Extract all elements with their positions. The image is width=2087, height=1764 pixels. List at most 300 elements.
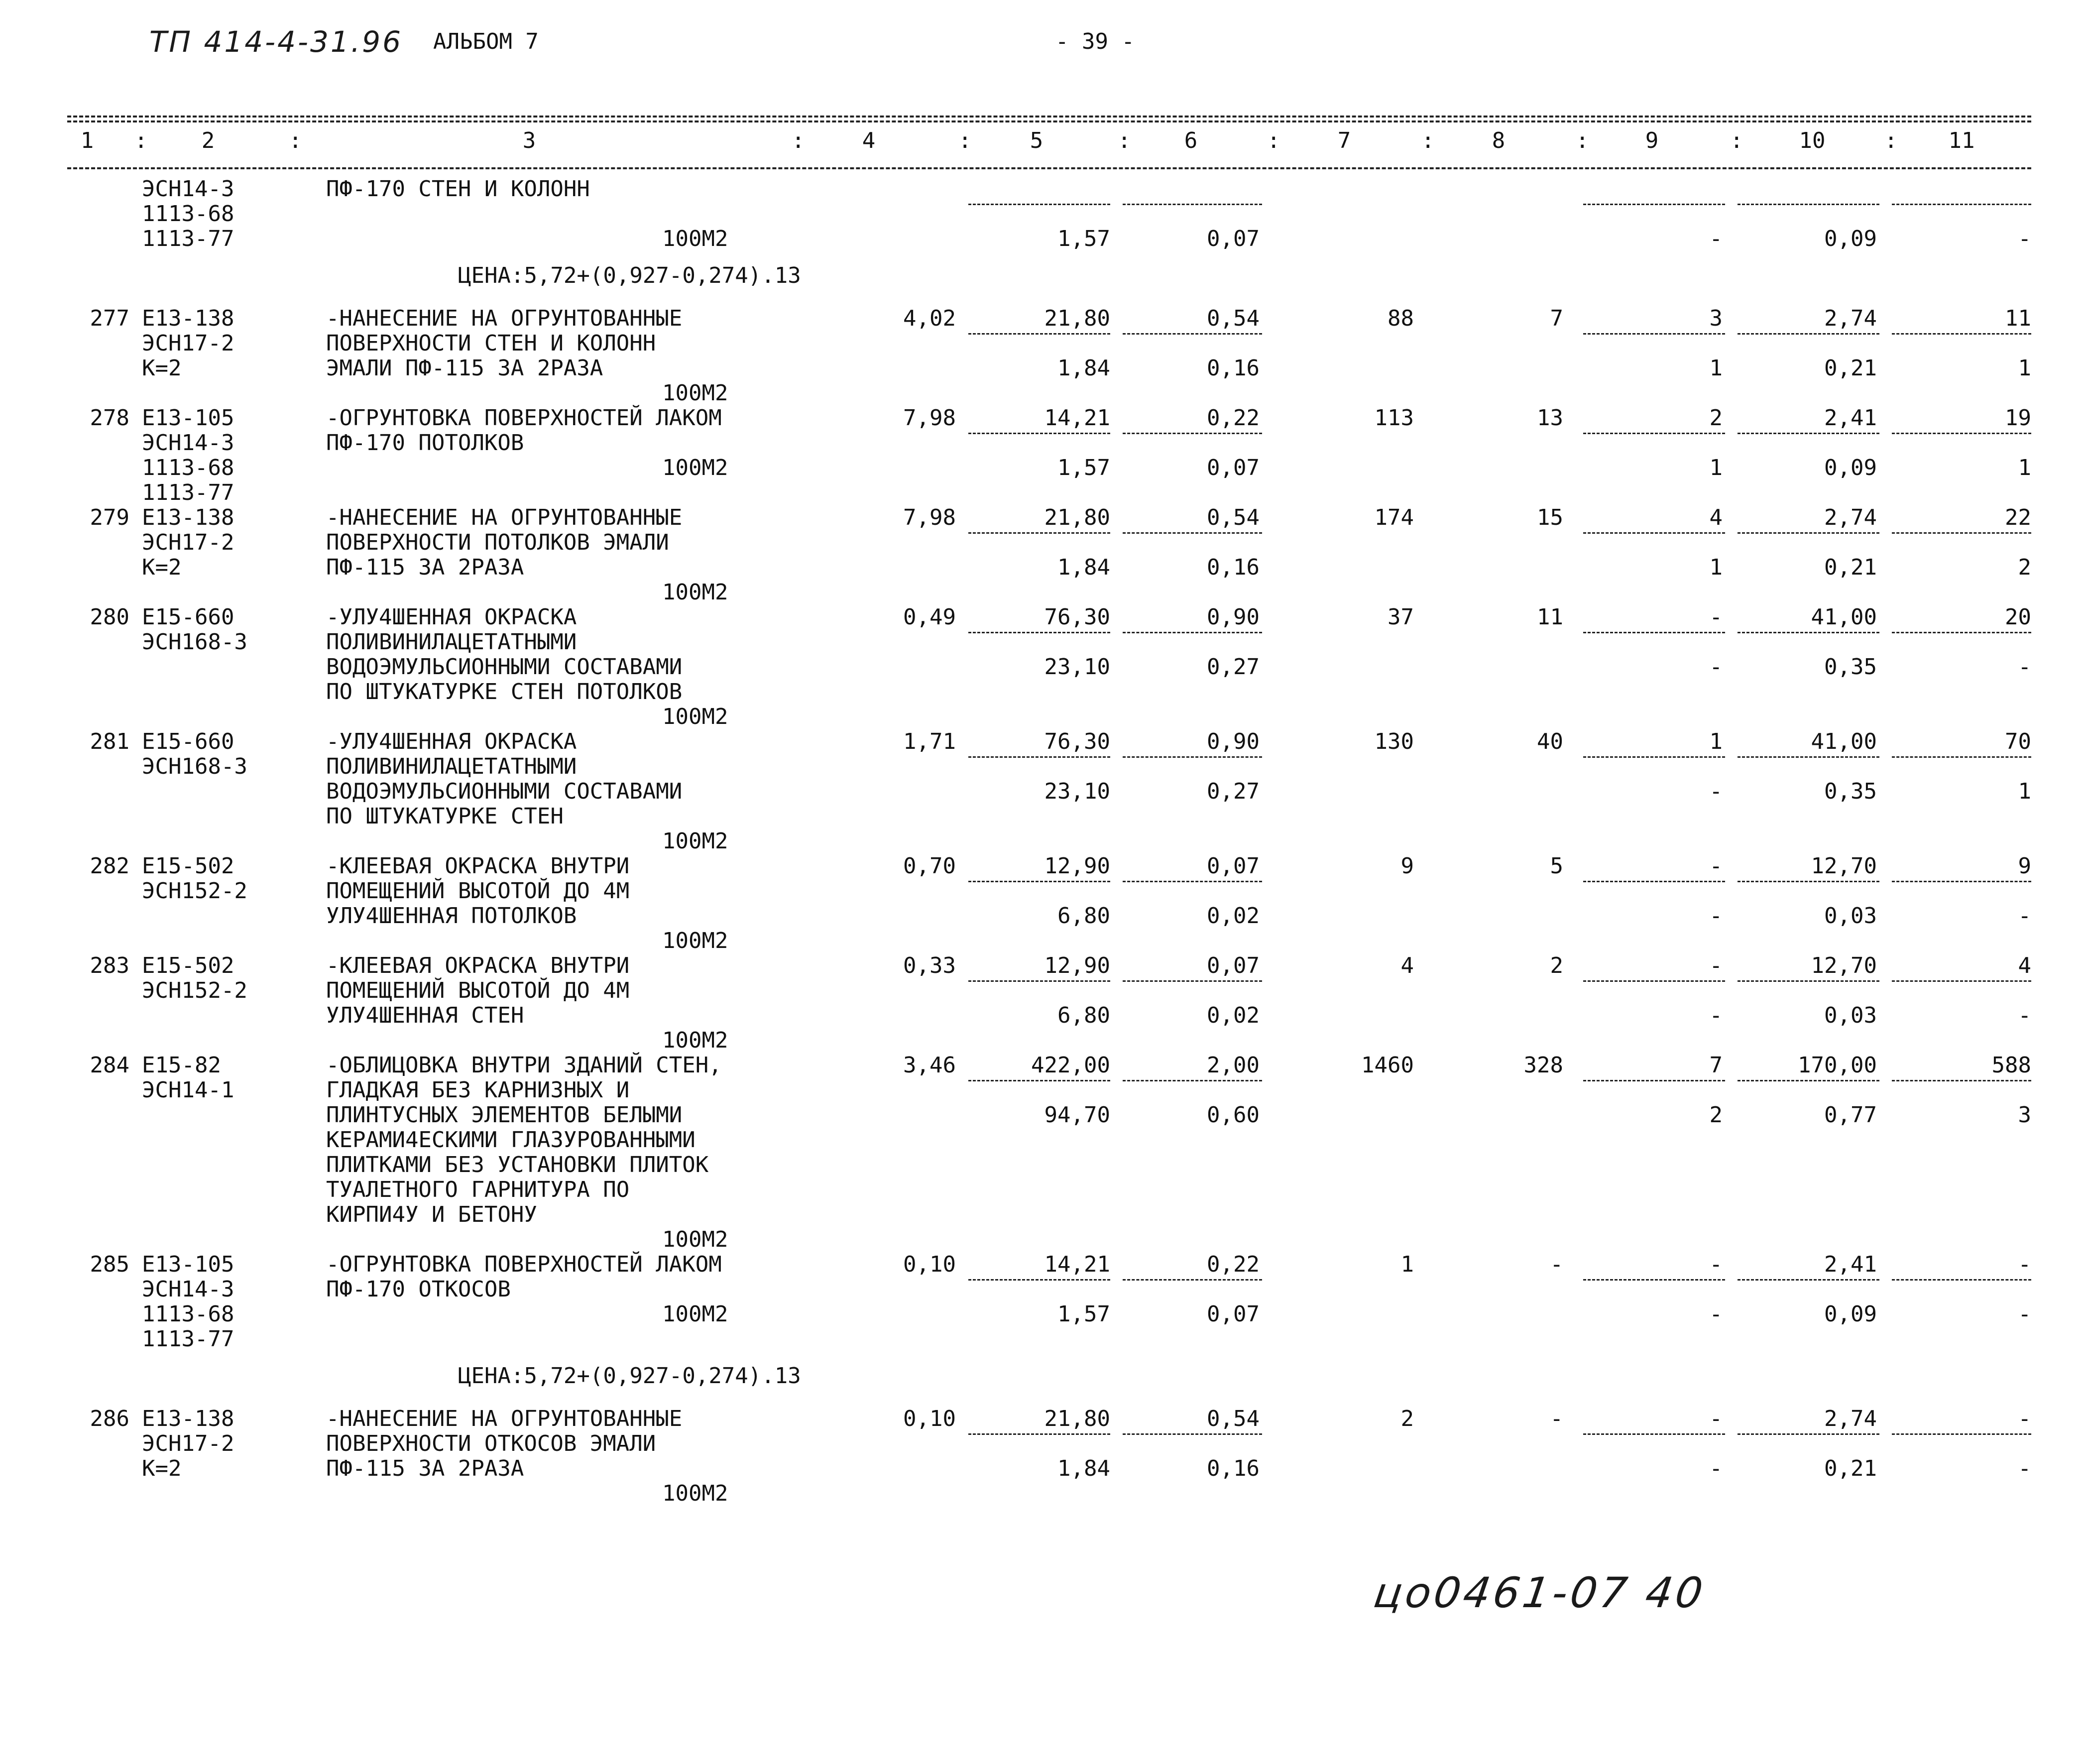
norm-code: Е13-138: [142, 306, 234, 331]
work-description: -УЛУ4ШЕННАЯ ОКРАСКА: [326, 729, 577, 754]
unit-cost-wages-sub: 0,27: [1207, 779, 1260, 804]
fraction-line: [1583, 433, 1725, 434]
labour-unit-sub: 0,09: [1824, 226, 1877, 251]
fraction-line: [1738, 756, 1879, 758]
row-number: 283: [90, 953, 129, 978]
row-number: 281: [90, 729, 129, 754]
labour-total: -: [2018, 1252, 2031, 1277]
column-separator: :: [1884, 128, 1898, 153]
norm-code: ЭСН17-2: [142, 530, 234, 555]
norm-code: Е13-105: [142, 1252, 234, 1277]
fraction-line: [1583, 204, 1725, 205]
machine-cost: 4: [1709, 505, 1723, 530]
fraction-line: [1123, 204, 1262, 205]
work-description: ЭМАЛИ ПФ-115 ЗА 2РАЗА: [326, 355, 603, 381]
unit-cost-total-sub: 1,84: [1057, 355, 1110, 381]
unit-cost-total: 14,21: [1044, 1252, 1110, 1277]
fraction-line: [1583, 881, 1725, 882]
column-header-4: 4: [862, 128, 876, 153]
quantity: 1,71: [903, 729, 956, 754]
unit-cost-wages: 0,90: [1207, 729, 1260, 754]
fraction-line: [968, 1279, 1110, 1281]
unit-cost-wages: 0,90: [1207, 604, 1260, 630]
machine-cost: 1: [1709, 729, 1723, 754]
fraction-line: [968, 632, 1110, 633]
labour-unit-sub: 0,35: [1824, 779, 1877, 804]
column-separator: :: [1421, 128, 1435, 153]
work-description: -НАНЕСЕНИЕ НА ОГРУНТОВАННЫЕ: [326, 505, 683, 530]
fraction-line: [1123, 1080, 1262, 1081]
machine-cost: 7: [1709, 1053, 1723, 1078]
unit-cost-wages-sub: 0,16: [1207, 1456, 1260, 1481]
column-header-8: 8: [1492, 128, 1506, 153]
work-description: ПО ШТУКАТУРКЕ СТЕН: [326, 804, 564, 829]
fraction-line: [1583, 532, 1725, 534]
norm-code: ЭСН14-3: [142, 1277, 234, 1302]
norm-code: Е13-138: [142, 1406, 234, 1431]
norm-code: 1113-77: [142, 1326, 234, 1352]
work-description: -ОГРУНТОВКА ПОВЕРХНОСТЕЙ ЛАКОМ: [326, 1252, 722, 1277]
unit-of-measure: 100М2: [662, 380, 728, 406]
quantity: 7,98: [903, 505, 956, 530]
column-header-11: 11: [1948, 128, 1975, 153]
unit-cost-total-sub: 1,57: [1057, 455, 1110, 480]
work-description: ПФ-170 ОТКОСОВ: [326, 1277, 511, 1302]
labour-unit: 2,74: [1824, 505, 1877, 530]
total-wages: 328: [1523, 1053, 1563, 1078]
fraction-line: [1583, 980, 1725, 982]
fraction-line: [1123, 881, 1262, 882]
fraction-line: [1892, 1279, 2031, 1281]
machine-cost-sub: -: [1709, 1301, 1723, 1327]
labour-total-sub: -: [2018, 1301, 2031, 1327]
total-wages: 11: [1537, 604, 1563, 630]
header-rule-top-2: [67, 120, 2031, 122]
labour-unit: 41,00: [1811, 729, 1877, 754]
work-description: ПОЛИВИНИЛАЦЕТАТНЫМИ: [326, 754, 577, 779]
quantity: 7,98: [903, 405, 956, 431]
unit-cost-wages: 0,54: [1207, 1406, 1260, 1431]
labour-unit: 2,41: [1824, 1252, 1877, 1277]
album-label: АЛЬБОМ 7: [433, 29, 539, 54]
norm-code: 1113-68: [142, 201, 234, 227]
price-formula: ЦЕНА:5,72+(0,927-0,274).13: [458, 1363, 801, 1389]
unit-cost-total-sub: 1,57: [1057, 1301, 1110, 1327]
work-description: -НАНЕСЕНИЕ НА ОГРУНТОВАННЫЕ: [326, 306, 683, 331]
work-description: ТУАЛЕТНОГО ГАРНИТУРА ПО: [326, 1177, 630, 1202]
fraction-line: [1892, 333, 2031, 335]
unit-cost-wages: 2,00: [1207, 1053, 1260, 1078]
labour-unit: 2,74: [1824, 1406, 1877, 1431]
work-description: ПЛИТКАМИ БЕЗ УСТАНОВКИ ПЛИТОК: [326, 1152, 709, 1177]
machine-cost-sub: -: [1709, 654, 1723, 680]
fraction-line: [1892, 1433, 2031, 1435]
fraction-line: [968, 433, 1110, 434]
unit-cost-wages: 0,22: [1207, 1252, 1260, 1277]
work-description: ПО ШТУКАТУРКЕ СТЕН ПОТОЛКОВ: [326, 679, 683, 705]
fraction-line: [968, 980, 1110, 982]
unit-cost-wages-sub: 0,60: [1207, 1102, 1260, 1128]
unit-of-measure: 100М2: [662, 1301, 728, 1327]
fraction-line: [1892, 1080, 2031, 1081]
unit-cost-wages-sub: 0,02: [1207, 1003, 1260, 1028]
labour-total-sub: -: [2018, 1456, 2031, 1481]
total-wages: 13: [1537, 405, 1563, 431]
work-description: ПФ-170 ПОТОЛКОВ: [326, 430, 524, 456]
column-separator: :: [1730, 128, 1743, 153]
work-description: ГЛАДКАЯ БЕЗ КАРНИЗНЫХ И: [326, 1077, 630, 1103]
fraction-line: [1892, 756, 2031, 758]
labour-total: 11: [2005, 306, 2031, 331]
row-number: 284: [90, 1053, 129, 1078]
labour-total-sub: 1: [2018, 455, 2031, 480]
unit-of-measure: 100М2: [662, 226, 728, 251]
machine-cost-sub: 1: [1709, 355, 1723, 381]
unit-cost-wages-sub: 0,16: [1207, 555, 1260, 580]
work-description: ПФ-115 ЗА 2РАЗА: [326, 1456, 524, 1481]
machine-cost-sub: -: [1709, 903, 1723, 929]
unit-cost-wages-sub: 0,27: [1207, 654, 1260, 680]
labour-unit-sub: 0,21: [1824, 1456, 1877, 1481]
norm-code: Е15-502: [142, 853, 234, 879]
row-number: 282: [90, 853, 129, 879]
machine-cost-sub: -: [1709, 779, 1723, 804]
work-description: ПОВЕРХНОСТИ ПОТОЛКОВ ЭМАЛИ: [326, 530, 669, 555]
fraction-line: [1123, 1433, 1262, 1435]
labour-unit-sub: 0,09: [1824, 1301, 1877, 1327]
labour-unit-sub: 0,21: [1824, 355, 1877, 381]
unit-of-measure: 100М2: [662, 1227, 728, 1252]
fraction-line: [1738, 1279, 1879, 1281]
unit-cost-total: 12,90: [1044, 953, 1110, 978]
unit-cost-total-sub: 23,10: [1044, 779, 1110, 804]
total-cost: 4: [1400, 953, 1414, 978]
work-description: УЛУ4ШЕННАЯ ПОТОЛКОВ: [326, 903, 577, 929]
unit-cost-total: 21,80: [1044, 505, 1110, 530]
fraction-line: [968, 1080, 1110, 1081]
quantity: 0,49: [903, 604, 956, 630]
unit-of-measure: 100М2: [662, 704, 728, 729]
work-description: КИРПИ4У И БЕТОНУ: [326, 1202, 537, 1227]
fraction-line: [1738, 632, 1879, 633]
total-wages: 2: [1550, 953, 1563, 978]
machine-cost: -: [1709, 1252, 1723, 1277]
fraction-line: [1892, 433, 2031, 434]
fraction-line: [1892, 532, 2031, 534]
column-separator: :: [792, 128, 805, 153]
norm-code: ЭСН14-1: [142, 1077, 234, 1103]
fraction-line: [1123, 632, 1262, 633]
fraction-line: [1738, 881, 1879, 882]
labour-total-sub: 1: [2018, 779, 2031, 804]
total-wages: 15: [1537, 505, 1563, 530]
work-description: УЛУ4ШЕННАЯ СТЕН: [326, 1003, 524, 1028]
unit-cost-wages-sub: 0,02: [1207, 903, 1260, 929]
work-description: ПОМЕЩЕНИЙ ВЫСОТОЙ ДО 4М: [326, 978, 630, 1003]
column-header-2: 2: [201, 128, 215, 153]
work-description: -ОБЛИЦОВКА ВНУТРИ ЗДАНИЙ СТЕН,: [326, 1053, 722, 1078]
unit-cost-wages-sub: 0,07: [1207, 455, 1260, 480]
unit-cost-total: 422,00: [1031, 1053, 1110, 1078]
work-description: -ОГРУНТОВКА ПОВЕРХНОСТЕЙ ЛАКОМ: [326, 405, 722, 431]
machine-cost-sub: -: [1709, 1456, 1723, 1481]
work-description: -НАНЕСЕНИЕ НА ОГРУНТОВАННЫЕ: [326, 1406, 683, 1431]
quantity: 0,70: [903, 853, 956, 879]
fraction-line: [1123, 980, 1262, 982]
labour-total: 70: [2005, 729, 2031, 754]
norm-code: 1113-68: [142, 1301, 234, 1327]
row-number: 286: [90, 1406, 129, 1431]
total-cost: 1460: [1361, 1053, 1414, 1078]
machine-cost: -: [1709, 853, 1723, 879]
total-wages: -: [1550, 1252, 1563, 1277]
unit-cost-wages: 0,07: [1207, 953, 1260, 978]
norm-code: 1113-77: [142, 480, 234, 505]
total-wages: 5: [1550, 853, 1563, 879]
labour-unit: 2,74: [1824, 306, 1877, 331]
fraction-line: [1583, 333, 1725, 335]
quantity: 0,10: [903, 1252, 956, 1277]
column-header-3: 3: [522, 128, 536, 153]
total-cost: 174: [1374, 505, 1414, 530]
fraction-line: [1738, 1433, 1879, 1435]
work-description: ВОДОЭМУЛЬСИОННЫМИ СОСТАВАМИ: [326, 654, 683, 680]
fraction-line: [968, 204, 1110, 205]
fraction-line: [1892, 632, 2031, 633]
column-separator: :: [958, 128, 972, 153]
norm-code: Е15-502: [142, 953, 234, 978]
norm-code: Е13-138: [142, 505, 234, 530]
total-cost: 37: [1388, 604, 1414, 630]
labour-unit: 41,00: [1811, 604, 1877, 630]
norm-code: ЭСН17-2: [142, 331, 234, 356]
unit-cost-wages: 0,07: [1207, 853, 1260, 879]
norm-code: Е15-660: [142, 604, 234, 630]
work-description: ПОЛИВИНИЛАЦЕТАТНЫМИ: [326, 629, 577, 655]
norm-code: К=2: [142, 1456, 182, 1481]
labour-total: 588: [1991, 1053, 2031, 1078]
row-number: 285: [90, 1252, 129, 1277]
fraction-line: [1123, 433, 1262, 434]
quantity: 4,02: [903, 306, 956, 331]
unit-cost-wages-sub: 0,16: [1207, 355, 1260, 381]
fraction-line: [1738, 1080, 1879, 1081]
total-cost: 130: [1374, 729, 1414, 754]
norm-code: ЭСН17-2: [142, 1431, 234, 1456]
norm-code: ЭСН152-2: [142, 878, 247, 904]
row-number: 279: [90, 505, 129, 530]
machine-cost: -: [1709, 1406, 1723, 1431]
labour-unit-sub: 0,09: [1824, 455, 1877, 480]
machine-cost-sub: 1: [1709, 455, 1723, 480]
column-separator: :: [289, 128, 302, 153]
unit-cost-wages: 0,54: [1207, 505, 1260, 530]
column-header-10: 10: [1799, 128, 1826, 153]
norm-code: Е15-82: [142, 1053, 221, 1078]
price-formula: ЦЕНА:5,72+(0,927-0,274).13: [458, 263, 801, 288]
unit-of-measure: 100М2: [662, 580, 728, 605]
labour-total: 4: [2018, 953, 2031, 978]
column-separator: :: [1576, 128, 1589, 153]
fraction-line: [968, 333, 1110, 335]
labour-unit-sub: 0,77: [1824, 1102, 1877, 1128]
labour-total-sub: -: [2018, 1003, 2031, 1028]
column-separator: :: [1267, 128, 1280, 153]
row-number: 280: [90, 604, 129, 630]
fraction-line: [1123, 1279, 1262, 1281]
unit-of-measure: 100М2: [662, 828, 728, 854]
machine-cost: -: [1709, 953, 1723, 978]
column-separator: :: [134, 128, 148, 153]
fraction-line: [1892, 881, 2031, 882]
work-description: ВОДОЭМУЛЬСИОННЫМИ СОСТАВАМИ: [326, 779, 683, 804]
norm-code: Е13-105: [142, 405, 234, 431]
machine-cost-sub: 2: [1709, 1102, 1723, 1128]
work-description: -КЛЕЕВАЯ ОКРАСКА ВНУТРИ: [326, 853, 630, 879]
norm-code: ЭСН168-3: [142, 629, 247, 655]
row-number: 277: [90, 306, 129, 331]
total-cost: 88: [1388, 306, 1414, 331]
fraction-line: [1583, 756, 1725, 758]
fraction-line: [1123, 532, 1262, 534]
total-wages: 7: [1550, 306, 1563, 331]
labour-unit-sub: 0,03: [1824, 903, 1877, 929]
unit-cost-total: 76,30: [1044, 729, 1110, 754]
unit-of-measure: 100М2: [662, 455, 728, 480]
fraction-line: [968, 756, 1110, 758]
fraction-line: [1892, 980, 2031, 982]
total-cost: 2: [1400, 1406, 1414, 1431]
unit-cost-total-sub: 6,80: [1057, 1003, 1110, 1028]
total-cost: 113: [1374, 405, 1414, 431]
machine-cost: 2: [1709, 405, 1723, 431]
machine-cost: -: [1709, 604, 1723, 630]
norm-code: К=2: [142, 555, 182, 580]
quantity: 3,46: [903, 1053, 956, 1078]
total-cost: 9: [1400, 853, 1414, 879]
labour-unit: 170,00: [1798, 1053, 1877, 1078]
unit-cost-total-sub: 94,70: [1044, 1102, 1110, 1128]
handwritten-signature: цо0461-07 40: [1371, 1568, 1709, 1617]
unit-cost-total-sub: 1,84: [1057, 1456, 1110, 1481]
norm-code: ЭСН14-3: [142, 430, 234, 456]
labour-total: -: [2018, 1406, 2031, 1431]
unit-cost-total: 21,80: [1044, 1406, 1110, 1431]
unit-cost-total-sub: 6,80: [1057, 903, 1110, 929]
machine-cost: 3: [1709, 306, 1723, 331]
work-description: -КЛЕЕВАЯ ОКРАСКА ВНУТРИ: [326, 953, 630, 978]
labour-total-sub: 2: [2018, 555, 2031, 580]
labour-total: 9: [2018, 853, 2031, 879]
unit-cost-total-sub: 1,84: [1057, 555, 1110, 580]
total-wages: 40: [1537, 729, 1563, 754]
fraction-line: [1583, 1080, 1725, 1081]
page-number: - 39 -: [1055, 29, 1135, 54]
fraction-line: [1123, 756, 1262, 758]
unit-cost-total-sub: 23,10: [1044, 654, 1110, 680]
work-description: -УЛУ4ШЕННАЯ ОКРАСКА: [326, 604, 577, 630]
unit-cost-wages: 0,22: [1207, 405, 1260, 431]
work-description: ПОМЕЩЕНИЙ ВЫСОТОЙ ДО 4М: [326, 878, 630, 904]
work-description: ПОВЕРХНОСТИ ОТКОСОВ ЭМАЛИ: [326, 1431, 656, 1456]
unit-cost-total-sub: 1,57: [1057, 226, 1110, 251]
column-header-7: 7: [1337, 128, 1351, 153]
fraction-line: [1738, 532, 1879, 534]
unit-of-measure: 100М2: [662, 928, 728, 953]
norm-code: 1113-68: [142, 455, 234, 480]
labour-total-sub: -: [2018, 654, 2031, 680]
labour-unit-sub: 0,21: [1824, 555, 1877, 580]
work-description: ПЛИНТУСНЫХ ЭЛЕМЕНТОВ БЕЛЫМИ: [326, 1102, 683, 1128]
header-rule-bottom: [67, 167, 2031, 169]
fraction-line: [1583, 632, 1725, 633]
labour-total: 20: [2005, 604, 2031, 630]
labour-total-sub: -: [2018, 226, 2031, 251]
fraction-line: [1738, 433, 1879, 434]
labour-total: 22: [2005, 505, 2031, 530]
column-separator: :: [1118, 128, 1131, 153]
column-header-6: 6: [1184, 128, 1198, 153]
labour-unit: 12,70: [1811, 953, 1877, 978]
total-cost: 1: [1400, 1252, 1414, 1277]
fraction-line: [968, 1433, 1110, 1435]
fraction-line: [1738, 333, 1879, 335]
fraction-line: [1738, 204, 1879, 205]
column-header-9: 9: [1645, 128, 1659, 153]
unit-cost-total: 14,21: [1044, 405, 1110, 431]
fraction-line: [1123, 333, 1262, 335]
labour-unit-sub: 0,03: [1824, 1003, 1877, 1028]
unit-cost-wages: 0,54: [1207, 306, 1260, 331]
unit-cost-total: 12,90: [1044, 853, 1110, 879]
column-header-5: 5: [1030, 128, 1044, 153]
unit-cost-wages-sub: 0,07: [1207, 226, 1260, 251]
header-rule-top: [67, 116, 2031, 118]
labour-unit: 2,41: [1824, 405, 1877, 431]
norm-code: ЭСН152-2: [142, 978, 247, 1003]
fraction-line: [1892, 204, 2031, 205]
norm-code: ЭСН168-3: [142, 754, 247, 779]
work-description: ПОВЕРХНОСТИ СТЕН И КОЛОНН: [326, 331, 656, 356]
norm-code: 1113-77: [142, 226, 234, 251]
labour-unit: 12,70: [1811, 853, 1877, 879]
fraction-line: [1738, 980, 1879, 982]
labour-total: 19: [2005, 405, 2031, 431]
fraction-line: [1583, 1279, 1725, 1281]
fraction-line: [1583, 1433, 1725, 1435]
quantity: 0,10: [903, 1406, 956, 1431]
labour-total-sub: -: [2018, 903, 2031, 929]
column-header-1: 1: [80, 128, 94, 153]
work-description: ПФ-170 СТЕН И КОЛОНН: [326, 176, 590, 202]
document-code: ТП 414-4-31.96: [149, 25, 403, 59]
total-wages: -: [1550, 1406, 1563, 1431]
unit-cost-wages-sub: 0,07: [1207, 1301, 1260, 1327]
fraction-line: [968, 532, 1110, 534]
unit-of-measure: 100М2: [662, 1028, 728, 1053]
norm-code: ЭСН14-3: [142, 176, 234, 202]
norm-code: Е15-660: [142, 729, 234, 754]
machine-cost-sub: -: [1709, 226, 1723, 251]
unit-cost-total: 76,30: [1044, 604, 1110, 630]
machine-cost-sub: -: [1709, 1003, 1723, 1028]
row-number: 278: [90, 405, 129, 431]
labour-total-sub: 3: [2018, 1102, 2031, 1128]
unit-cost-total: 21,80: [1044, 306, 1110, 331]
quantity: 0,33: [903, 953, 956, 978]
norm-code: К=2: [142, 355, 182, 381]
machine-cost-sub: 1: [1709, 555, 1723, 580]
